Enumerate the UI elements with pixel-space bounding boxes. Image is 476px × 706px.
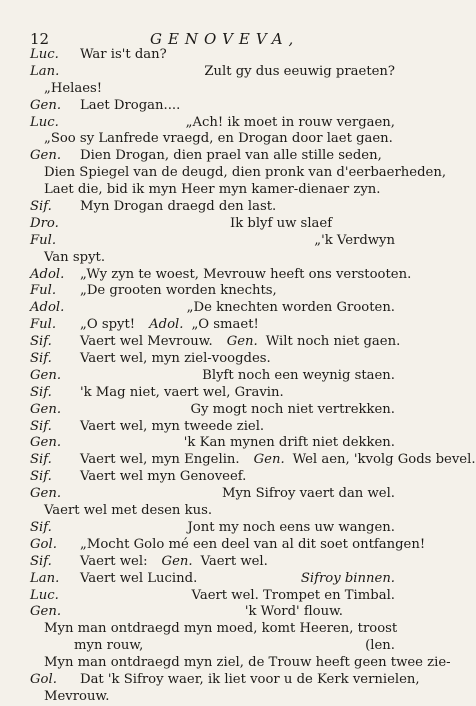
running-header (30, 30, 390, 48)
verse-line (30, 655, 451, 672)
verse-line (30, 621, 398, 638)
verse-line (30, 47, 395, 64)
speaker-label: Sif. (30, 469, 52, 485)
speaker-label: Ful. (30, 232, 57, 248)
verse-text: Laet Drogan.... (80, 97, 181, 113)
verse-text: Myn Drogan draegd den last. (80, 199, 277, 215)
verse-text: (len. (365, 638, 395, 654)
speaker-label: Gen. (30, 97, 62, 113)
verse-text: Gy mogt noch niet vertrekken. (190, 401, 395, 417)
verse-text: Dien Spiegel van de deugd, dien pronk van d'eerbaerheden, (44, 165, 447, 181)
verse-line (30, 689, 395, 706)
verse-text: Vaert wel met desen kus. (44, 503, 213, 519)
verse-line (30, 266, 412, 284)
verse-line (30, 588, 395, 605)
verse-text: Van spyt. (44, 249, 106, 265)
speaker-label: Gol. (30, 671, 57, 687)
verse-text: Mevrouw. (44, 688, 110, 704)
page-number: 12 (30, 30, 50, 48)
speaker-label: Sif. (30, 452, 52, 468)
verse-line (30, 638, 395, 655)
verse-text: „Wy zyn te woest, Mevrouw heeft ons verstooten. (80, 266, 412, 282)
verse-line (30, 385, 395, 402)
verse-text: 'k Word' flouw. (244, 604, 343, 620)
verse-line (30, 419, 395, 436)
speaker-label: Ful. (30, 317, 57, 333)
speaker-label: Sif. (30, 351, 52, 367)
speaker-label: Dro. (30, 215, 59, 231)
verse-line (30, 604, 395, 621)
speaker-label: Gen. (253, 452, 285, 468)
running-title: GENOVEVA, (150, 30, 300, 48)
verse-line (30, 402, 395, 419)
speaker-label: Lan. (30, 63, 60, 79)
verse-text: Vaert wel, myn Engelin. (80, 452, 240, 468)
verse-text: Wel aen, 'kvolg Gods bevel. (292, 452, 476, 468)
verse-line (30, 334, 401, 351)
verse-text: „De knechten worden Grooten. (186, 300, 395, 316)
speaker-label: Sif. (30, 199, 52, 215)
verse-text: „Soo sy Lanfrede vraegd, en Drogan door laet gaen. (44, 131, 393, 147)
verse-text: Dien Drogan, dien prael van alle stille seden, (80, 148, 382, 164)
verse-line (30, 81, 395, 98)
verse-text: Myn man ontdraegd myn moed, komt Heeren, troost (44, 621, 398, 637)
speaker-label: Ful. (30, 283, 57, 299)
verse-line (30, 351, 395, 368)
speaker-label: Gen. (161, 553, 193, 569)
speaker-label: Luc. (30, 114, 59, 130)
verse-text: Myn Sifroy vaert dan wel. (221, 486, 395, 502)
speaker-label: Sif. (30, 418, 52, 434)
verse-text: Dat 'k Sifroy waer, ik liet voor u de Kerk vernielen, (80, 671, 420, 687)
verse-line (30, 571, 395, 588)
verse-text: Vaert wel. (200, 553, 268, 569)
verse-text: Jont my noch eens uw wangen. (187, 519, 395, 535)
verse-line (30, 554, 395, 571)
verse-line (30, 64, 395, 81)
verse-text: Vaert wel Mevrouw. (80, 334, 213, 350)
verse-text: myn rouw, (74, 638, 144, 654)
verse-text: „O spyt! (80, 317, 136, 333)
speaker-label: Sif. (30, 553, 52, 569)
verse-text: „'k Verdwyn (314, 232, 395, 248)
verse-line (30, 131, 395, 148)
verse-text: Wilt noch niet gaen. (265, 334, 401, 350)
verse-text: „Ach! ik moet in rouw vergaen, (185, 114, 395, 130)
verse-line (30, 199, 395, 216)
verse-line (30, 165, 447, 182)
verse-line (30, 283, 395, 300)
verse-text: Ik blyf uw slaef (230, 215, 333, 231)
verse-line (30, 250, 395, 267)
speaker-label: Gen. (30, 604, 62, 620)
verse-line (30, 503, 395, 520)
verse-line (30, 469, 395, 486)
verse-text: „Mocht Golo mé een deel van al dit soet ontfangen! (80, 536, 426, 552)
speaker-label: Gen. (30, 148, 62, 164)
speaker-label: Adol. (30, 300, 65, 316)
verse-line (30, 216, 395, 233)
verse-line (30, 536, 426, 554)
verse-line (30, 317, 395, 334)
verse-line (30, 148, 395, 165)
verse-line (30, 671, 420, 689)
verse-text: 'k Mag niet, vaert wel, Gravin. (80, 384, 284, 400)
verse-line (30, 300, 395, 317)
verse-text: Laet die, bid ik myn Heer myn kamer-dienaer zyn. (44, 182, 381, 198)
speaker-label: Gen. (226, 334, 258, 350)
verse-text: „De grooten worden knechts, (80, 283, 277, 299)
verse-text: Vaert wel Lucind. (80, 570, 198, 586)
verse-line (30, 452, 476, 469)
speaker-label: Gen. (30, 401, 62, 417)
speaker-label: Gol. (30, 536, 57, 552)
verse-text: 'k Kan mynen drift niet dekken. (183, 435, 395, 451)
verse-line (30, 182, 395, 199)
speaker-label: Sif. (30, 334, 52, 350)
speaker-label: Gen. (30, 486, 62, 502)
speaker-label: Lan. (30, 570, 60, 586)
speaker-label: Luc. (30, 47, 59, 62)
verse-line (30, 233, 395, 250)
verse-text: Zult gy dus eeuwig praeten? (204, 63, 395, 79)
verse-text: Myn man ontdraegd myn ziel, de Trouw heeft geen twee zie- (44, 655, 451, 671)
verse-text: „Helaes! (44, 80, 103, 96)
verse-line (30, 368, 395, 385)
verse-line (30, 486, 395, 503)
verse-text: Vaert wel myn Genoveef. (80, 469, 247, 485)
play-text (30, 47, 476, 706)
verse-text: Vaert wel, myn tweede ziel. (80, 418, 265, 434)
speaker-label: Luc. (30, 587, 59, 603)
speaker-label: Adol. (30, 266, 65, 282)
verse-line (30, 520, 395, 537)
speaker-label: Sif. (30, 519, 52, 535)
verse-text: Vaert wel: (80, 553, 148, 569)
verse-text: War is't dan? (80, 47, 167, 62)
verse-text: Blyft noch een weynig staen. (202, 367, 395, 383)
verse-line (30, 98, 395, 115)
verse-text: Vaert wel. Trompet en Timbal. (191, 587, 395, 603)
verse-text: Vaert wel, myn ziel-voogdes. (80, 351, 271, 367)
speaker-label: Sif. (30, 384, 52, 400)
speaker-label: Gen. (30, 367, 62, 383)
verse-text: „O smaet! (191, 317, 259, 333)
speaker-label: Gen. (30, 435, 62, 451)
verse-line (30, 435, 395, 452)
verse-text: Sifroy binnen. (300, 570, 395, 586)
speaker-label: Adol. (149, 317, 184, 333)
verse-line (30, 115, 395, 132)
